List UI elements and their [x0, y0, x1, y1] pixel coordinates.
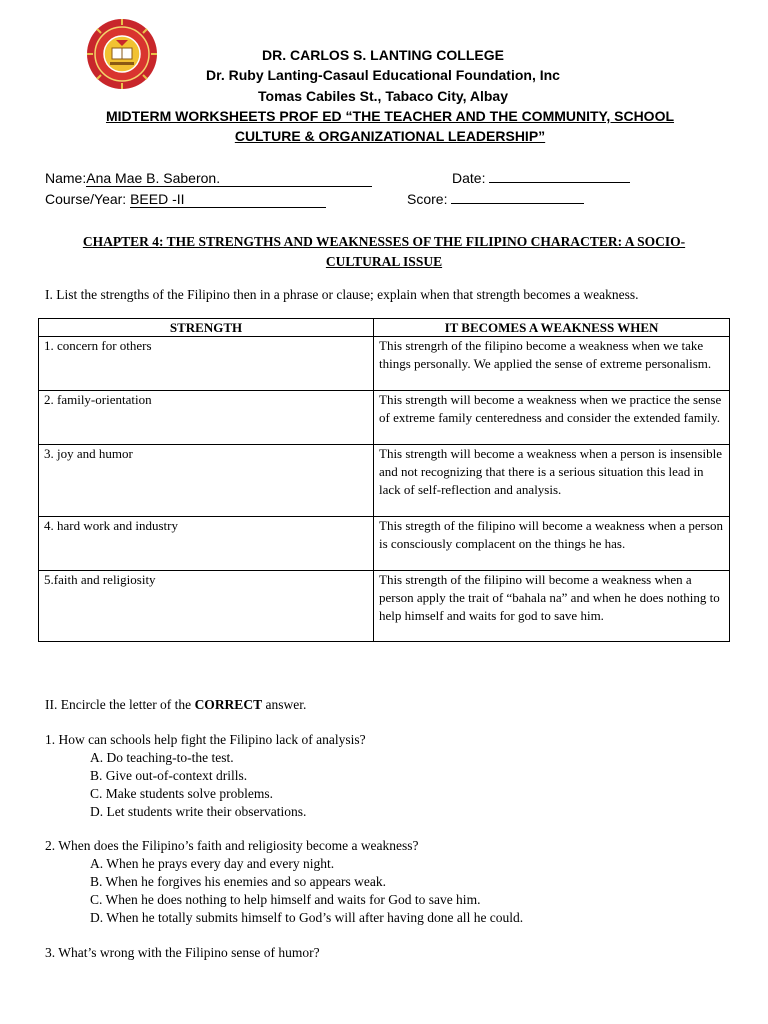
strength-cell: 2. family-orientation [39, 391, 374, 445]
answer-option[interactable]: A. When he prays every day and every night. [90, 856, 335, 871]
part2-instruction [45, 696, 306, 714]
college-seal-icon [86, 18, 158, 90]
foundation-name: Dr. Ruby Lanting-Casaul Educational Foundation, Inc [206, 67, 560, 83]
weakness-cell: This stregth of the filipino will become a weakness when a person is consciously complacent on the things he has. [374, 517, 730, 571]
weakness-column-header: IT BECOMES A WEAKNESS WHEN [374, 319, 730, 337]
table-row [39, 517, 730, 571]
strength-cell: 5.faith and religiosity [39, 571, 374, 642]
answer-option[interactable]: B. Give out-of-context drills. [90, 768, 248, 783]
college-name: DR. CARLOS S. LANTING COLLEGE [262, 47, 504, 63]
score-value[interactable] [451, 203, 584, 204]
strength-cell: 1. concern for others [39, 337, 374, 391]
table-row [39, 571, 730, 642]
chapter-heading-line1: CHAPTER 4: THE STRENGTHS AND WEAKNESSES OF THE FILIPINO CHARACTER: A SOCIO- [82, 234, 686, 249]
name-label: Name: [45, 170, 87, 186]
table-header-row [39, 319, 730, 337]
question-2: 2. When does the Filipino’s faith and religiosity become a weakness? [45, 838, 419, 853]
date-value[interactable] [489, 182, 630, 183]
answer-option[interactable]: A. Do teaching-to-the test. [90, 750, 234, 765]
part2-instruction-emphasis: CORRECT [194, 697, 263, 712]
strength-column-header: STRENGTH [39, 319, 374, 337]
college-address: Tomas Cabiles St., Tabaco City, Albay [258, 88, 508, 104]
name-field [45, 168, 372, 188]
name-value[interactable]: Ana Mae B. Saberon. [86, 170, 372, 187]
course-year-label: Course/Year: [45, 191, 131, 207]
date-field [452, 168, 630, 188]
question-3: 3. What’s wrong with the Filipino sense of humor? [45, 945, 320, 960]
worksheet-title-line2: CULTURE & ORGANIZATIONAL LEADERSHIP” [234, 128, 546, 144]
weakness-cell: This strength will become a weakness when we practice the sense of extreme family centeredness and consider the extended family. [374, 391, 730, 445]
worksheet-title-line1: MIDTERM WORKSHEETS PROF ED “THE TEACHER AND THE COMMUNITY, SCHOOL [105, 108, 675, 124]
part2-instruction-start: II. Encircle the letter of the [45, 697, 195, 712]
weakness-cell: This strength of the filipino will become a weakness when a person apply the trait of “bahala na” and when he does nothing to help himself and waits for god to save him. [374, 571, 730, 642]
strength-cell: 3. joy and humor [39, 445, 374, 517]
part1-instruction: I. List the strengths of the Filipino then in a phrase or clause; explain when that strength becomes a weakness. [45, 287, 639, 302]
answer-option[interactable]: C. Make students solve problems. [90, 786, 273, 801]
weakness-cell: This strength will become a weakness when a person is insensible and not recognizing that there is a serious situation this lead in lack of self-reflection and analysis. [374, 445, 730, 517]
score-label: Score: [407, 191, 452, 207]
answer-option[interactable]: B. When he forgives his enemies and so appears weak. [90, 874, 387, 889]
answer-option[interactable]: C. When he does nothing to help himself and waits for God to save him. [90, 892, 481, 907]
table-row [39, 445, 730, 517]
question-2-options [90, 855, 523, 927]
table-row [39, 337, 730, 391]
course-year-field [45, 189, 326, 209]
weakness-cell: This strengrh of the filipino become a weakness when we take things personally. We applied the sense of extreme personalism. [374, 337, 730, 391]
answer-option[interactable]: D. When he totally submits himself to God’s will after having done all he could. [90, 910, 524, 925]
date-label: Date: [452, 170, 490, 186]
table-row [39, 391, 730, 445]
question-1: 1. How can schools help fight the Filipino lack of analysis? [45, 732, 366, 747]
answer-option[interactable]: D. Let students write their observations. [90, 804, 307, 819]
strength-weakness-table [38, 318, 730, 642]
strength-cell: 4. hard work and industry [39, 517, 374, 571]
chapter-heading-line2: CULTURAL ISSUE [325, 254, 443, 269]
part2-instruction-end: answer. [262, 697, 307, 712]
question-1-options [90, 749, 306, 821]
score-field [407, 189, 584, 209]
course-year-value[interactable]: BEED -II [130, 191, 326, 208]
